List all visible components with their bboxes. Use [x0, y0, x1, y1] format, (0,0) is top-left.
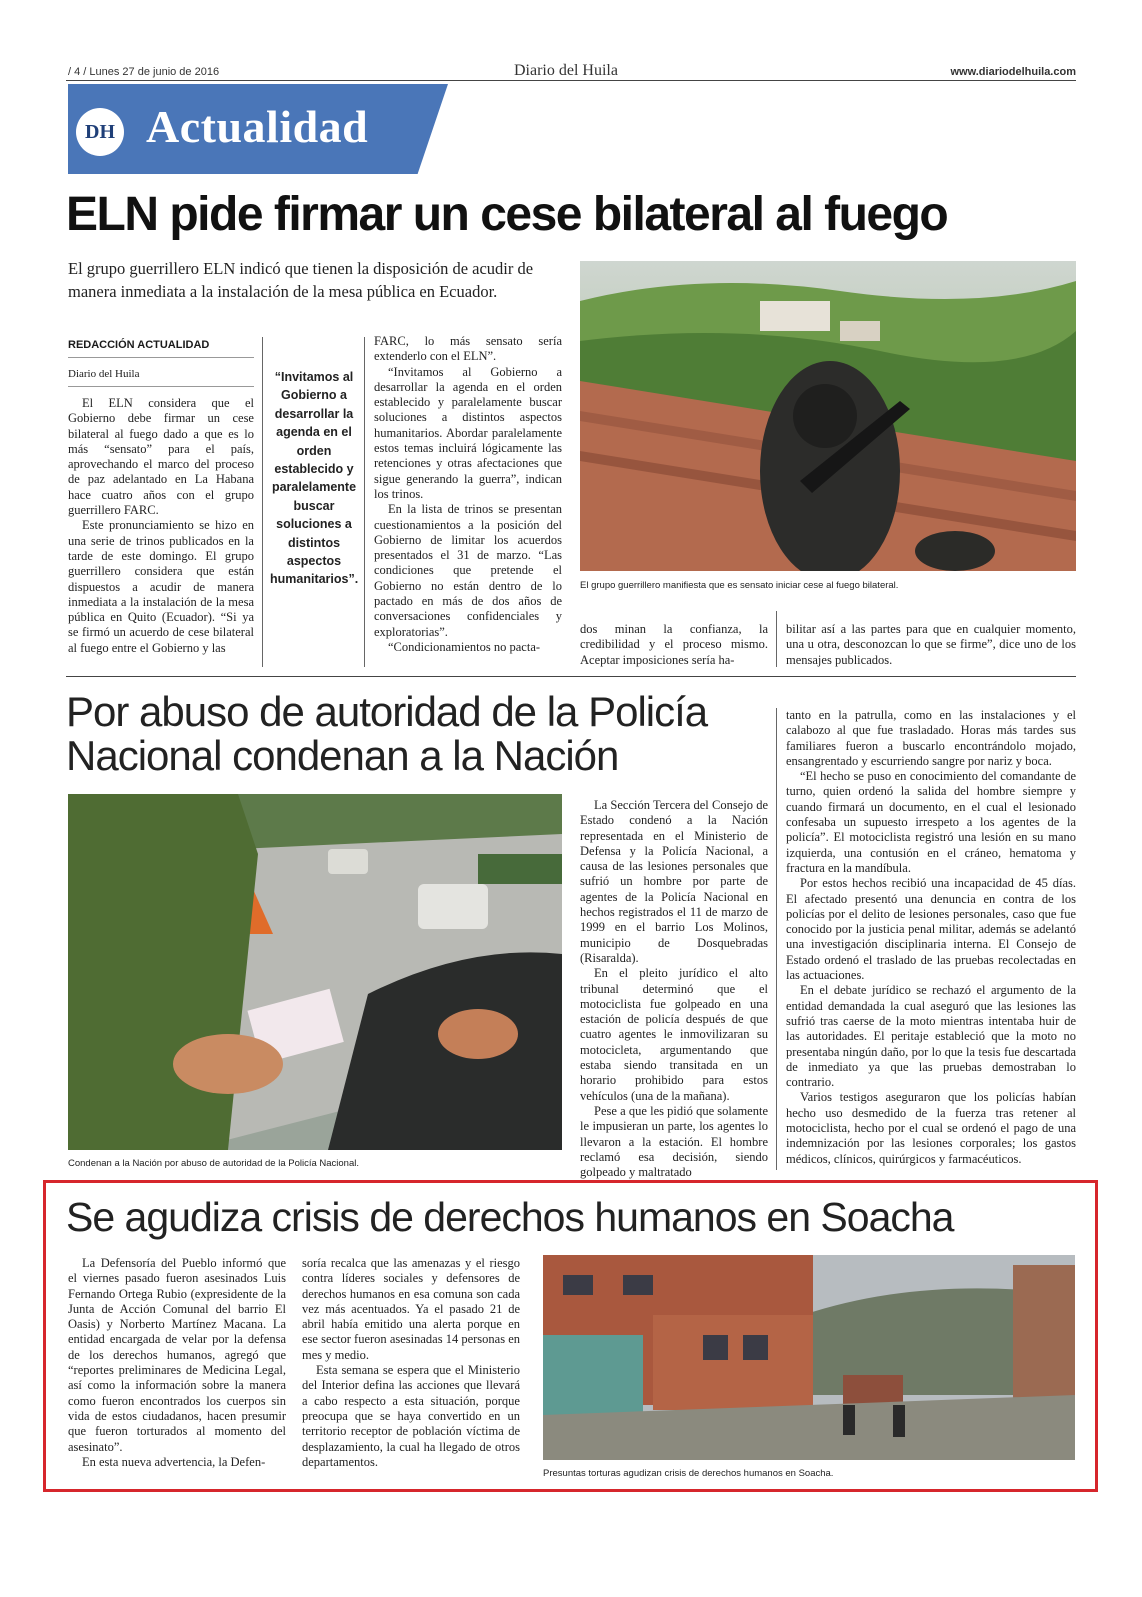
paragraph: tanto en la patrulla, como en las instalaciones y el calabozo al que fue trasladado. Horas más tardes sus familiares fueron a buscarlo encontrándolo mojado, ensangrentado y escurriendo sangre por nariz y boca. — [786, 708, 1076, 768]
section-title: Actualidad — [146, 101, 369, 152]
soacha-photo-illustration — [543, 1255, 1075, 1460]
article1-photo — [580, 261, 1076, 571]
paragraph: Este pronunciamiento se hizo en una serie de trinos publicados en la tarde de este domingo. El grupo guerrillero considera que están dispuestos a acudir de manera inmediata a la instalación de la mesa pública en Quito (Ecuador). “Si ya se firmó un acuerdo de cese bilateral al fuego entre el Gobierno y las — [68, 518, 254, 655]
dh-logo: DH — [76, 108, 124, 156]
paragraph: dos minan la confianza, la credibilidad y el proceso mismo. Aceptar imposiciones sería ha- — [580, 622, 768, 667]
article3-photo — [543, 1255, 1075, 1460]
paragraph: La Sección Tercera del Consejo de Estado condenó a la Nación representada en el Ministerio de Defensa y la Policía Nacional, a causa de las lesiones personales que sufrió un hombre por parte de agentes de la Policía Nacional en hechos registrados el 11 de marzo de 1999 en el barrio Los Molinos, municipio de Dosquebradas (Risaralda). — [580, 798, 768, 965]
paragraph: “El hecho se puso en conocimiento del comandante de turno, quien ordenó la salida del hombre siempre y cuando firmará un documento, en el cual el lesionado confesaba un supuesto irrespeto a los agentes de la policía”. El motociclista registró una lesión en su mano izquierda, una contusión en el cráneo, hematoma y fractura en la mandíbula. — [786, 769, 1076, 875]
article1-col1 — [68, 396, 254, 656]
article3-photo-caption: Presuntas torturas agudizan crisis de derechos humanos en Soacha. — [543, 1468, 834, 1479]
article3-headline: Se agudiza crisis de derechos humanos en Soacha — [66, 1194, 954, 1240]
article1-col5 — [786, 622, 1076, 668]
article1-col4 — [580, 622, 768, 668]
article3-col2 — [302, 1256, 520, 1470]
article1-photo-caption: El grupo guerrillero manifiesta que es sensato iniciar cese al fuego bilateral. — [580, 580, 899, 591]
paragraph: Pese a que les pidió que solamente le impusieran un parte, los agentes lo llevaron a la estación. El hombre reclamó esa decisión, siendo golpeado y maltratado — [580, 1103, 768, 1180]
article1-source: Diario del Huila — [68, 368, 140, 380]
police-photo-illustration — [68, 794, 562, 1150]
article2-col1 — [580, 798, 768, 1180]
paragraph: Varios testigos aseguraron que los policías habían hecho uso desmedido de la fuerza tras retener al motociclista, hecho por el cual se ordenó el pago de una indemnización por las lesiones corporales; los gastos médicos, clínicos, quirúrgicos y farmacéuticos. — [786, 1090, 1076, 1166]
masthead: Diario del Huila — [514, 62, 618, 79]
article2-photo — [68, 794, 562, 1150]
section-divider — [66, 676, 1076, 677]
paragraph: soría recalca que las amenazas y el riesgo contra líderes sociales y defensores de derechos humanos en esa comuna son cada vez más acentuados. Ya el pasado 21 de abril había emitido una alerta porque en ese sector fueron asesinadas 14 personas en mes y medio. — [302, 1256, 520, 1362]
paragraph: FARC, lo más sensato sería extenderlo con el ELN”. — [374, 334, 562, 364]
article1-lead: El grupo guerrillero ELN indicó que tienen la disposición de acudir de manera inmediata a la instalación de la mesa pública en Ecuador. — [68, 259, 534, 301]
paragraph: “Invitamos al Gobierno a desarrollar la agenda en el orden establecido y paralelamente buscar soluciones a distintos aspectos humanitarios. Abordar paralelamente estos temas incluirá lógicamente las retenciones y otras afectaciones que sigue generando la guerra”, indican los trinos. — [374, 364, 562, 501]
paragraph: “Condicionamientos no pacta- — [388, 639, 541, 654]
paragraph: En el pleito jurídico el alto tribunal determinó que el motociclista fue golpeado en una estación de policía después de que cuatro agentes le inmovilizaran su motocicleta, argumentando que estaba siendo transitada en un horario prohibido para estos vehículos (una de la mañana). — [580, 966, 768, 1103]
paragraph: bilitar así a las partes para que en cualquier momento, una u otra, desconozcan lo que se firme”, dice uno de los mensajes publicados. — [786, 622, 1076, 667]
article3-col1 — [68, 1256, 286, 1470]
page-info: / 4 / Lunes 27 de junio de 2016 — [68, 66, 220, 78]
header-rule — [66, 80, 1076, 81]
article2-col2 — [786, 708, 1076, 1167]
paragraph: En esta nueva advertencia, la Defen- — [82, 1454, 266, 1469]
article1-byline: REDACCIÓN ACTUALIDAD — [68, 339, 210, 351]
website: www.diariodelhuila.com — [950, 66, 1076, 78]
paragraph: Esta semana se espera que el Ministerio del Interior defina las acciones que llevará a cabo respecto a esta situación, porque preocupa que se haya convertido en un territorio receptor de población víctima de desplazamiento, la cual ha llegado de otros departamentos. — [302, 1363, 520, 1469]
paragraph: En el debate jurídico se rechazó el argumento de la entidad demandada la cual aseguró que las lesiones las sufrió tras caerse de la moto mientras intentaba huir de las autoridades. El peritaje estableció que la moto no presentaba ningún daño, por lo que la tesis fue descartada de inmediato ya que las pruebas demostraban lo contrario. — [786, 983, 1076, 1090]
paragraph: En la lista de trinos se presentan cuestionamientos a la posición del Gobierno de limitar los acuerdos presentados el 31 de marzo. “Las condiciones que pretende el Gobierno no están dentro de lo pactado en más de dos años de conversaciones confidenciales y exploratorias”. — [374, 502, 562, 639]
paragraph: El ELN considera que el Gobierno debe firmar un cese bilateral al fuego dado a que es lo más “sensato” para el país, aprovechando el marco del proceso de paz adelantado en La Habana hace cuatro años con el grupo guerrillero FARC. — [68, 396, 254, 518]
paragraph: Por estos hechos recibió una incapacidad de 45 días. El afectado presentó una denuncia en contra de los policías por el delito de lesiones personales, caso que fue conocido por la justicia penal militar, además se adelantó una investigación disciplinaria interna. El Consejo de Estado ordenó el traslado de las pruebas recolectadas en las actuaciones. — [786, 876, 1076, 983]
article1-col3 — [374, 334, 562, 655]
article1-headline: ELN pide firmar un cese bilateral al fuego — [66, 188, 948, 241]
article2-photo-caption: Condenan a la Nación por abuso de autoridad de la Policía Nacional. — [68, 1158, 360, 1169]
article2-headline: Por abuso de autoridad de la Policía Nacional condenan a la Nación — [66, 688, 708, 780]
article1-pull-quote: “Invitamos al Gobierno a desarrollar la agenda en el orden establecido y paralelamente buscar soluciones a distintos aspectos humanitarios”. — [270, 370, 359, 587]
guerrilla-photo-illustration — [580, 261, 1076, 571]
paragraph: La Defensoría del Pueblo informó que el viernes pasado fueron asesinados Luis Fernando Ortega Rubio (expresidente de la Junta de Acción Comunal del barrio El Oasis) y Norberto Martínez Macana. La entidad encargada de velar por la defensa de los derechos humanos, agregó que “reportes preliminares de Medicina Legal, así como la información sobre la manera como fueron encontrados los cuerpos sin vida de estos ciudadanos, hacen presumir que fueron torturados al momento del asesinato”. — [68, 1256, 286, 1454]
